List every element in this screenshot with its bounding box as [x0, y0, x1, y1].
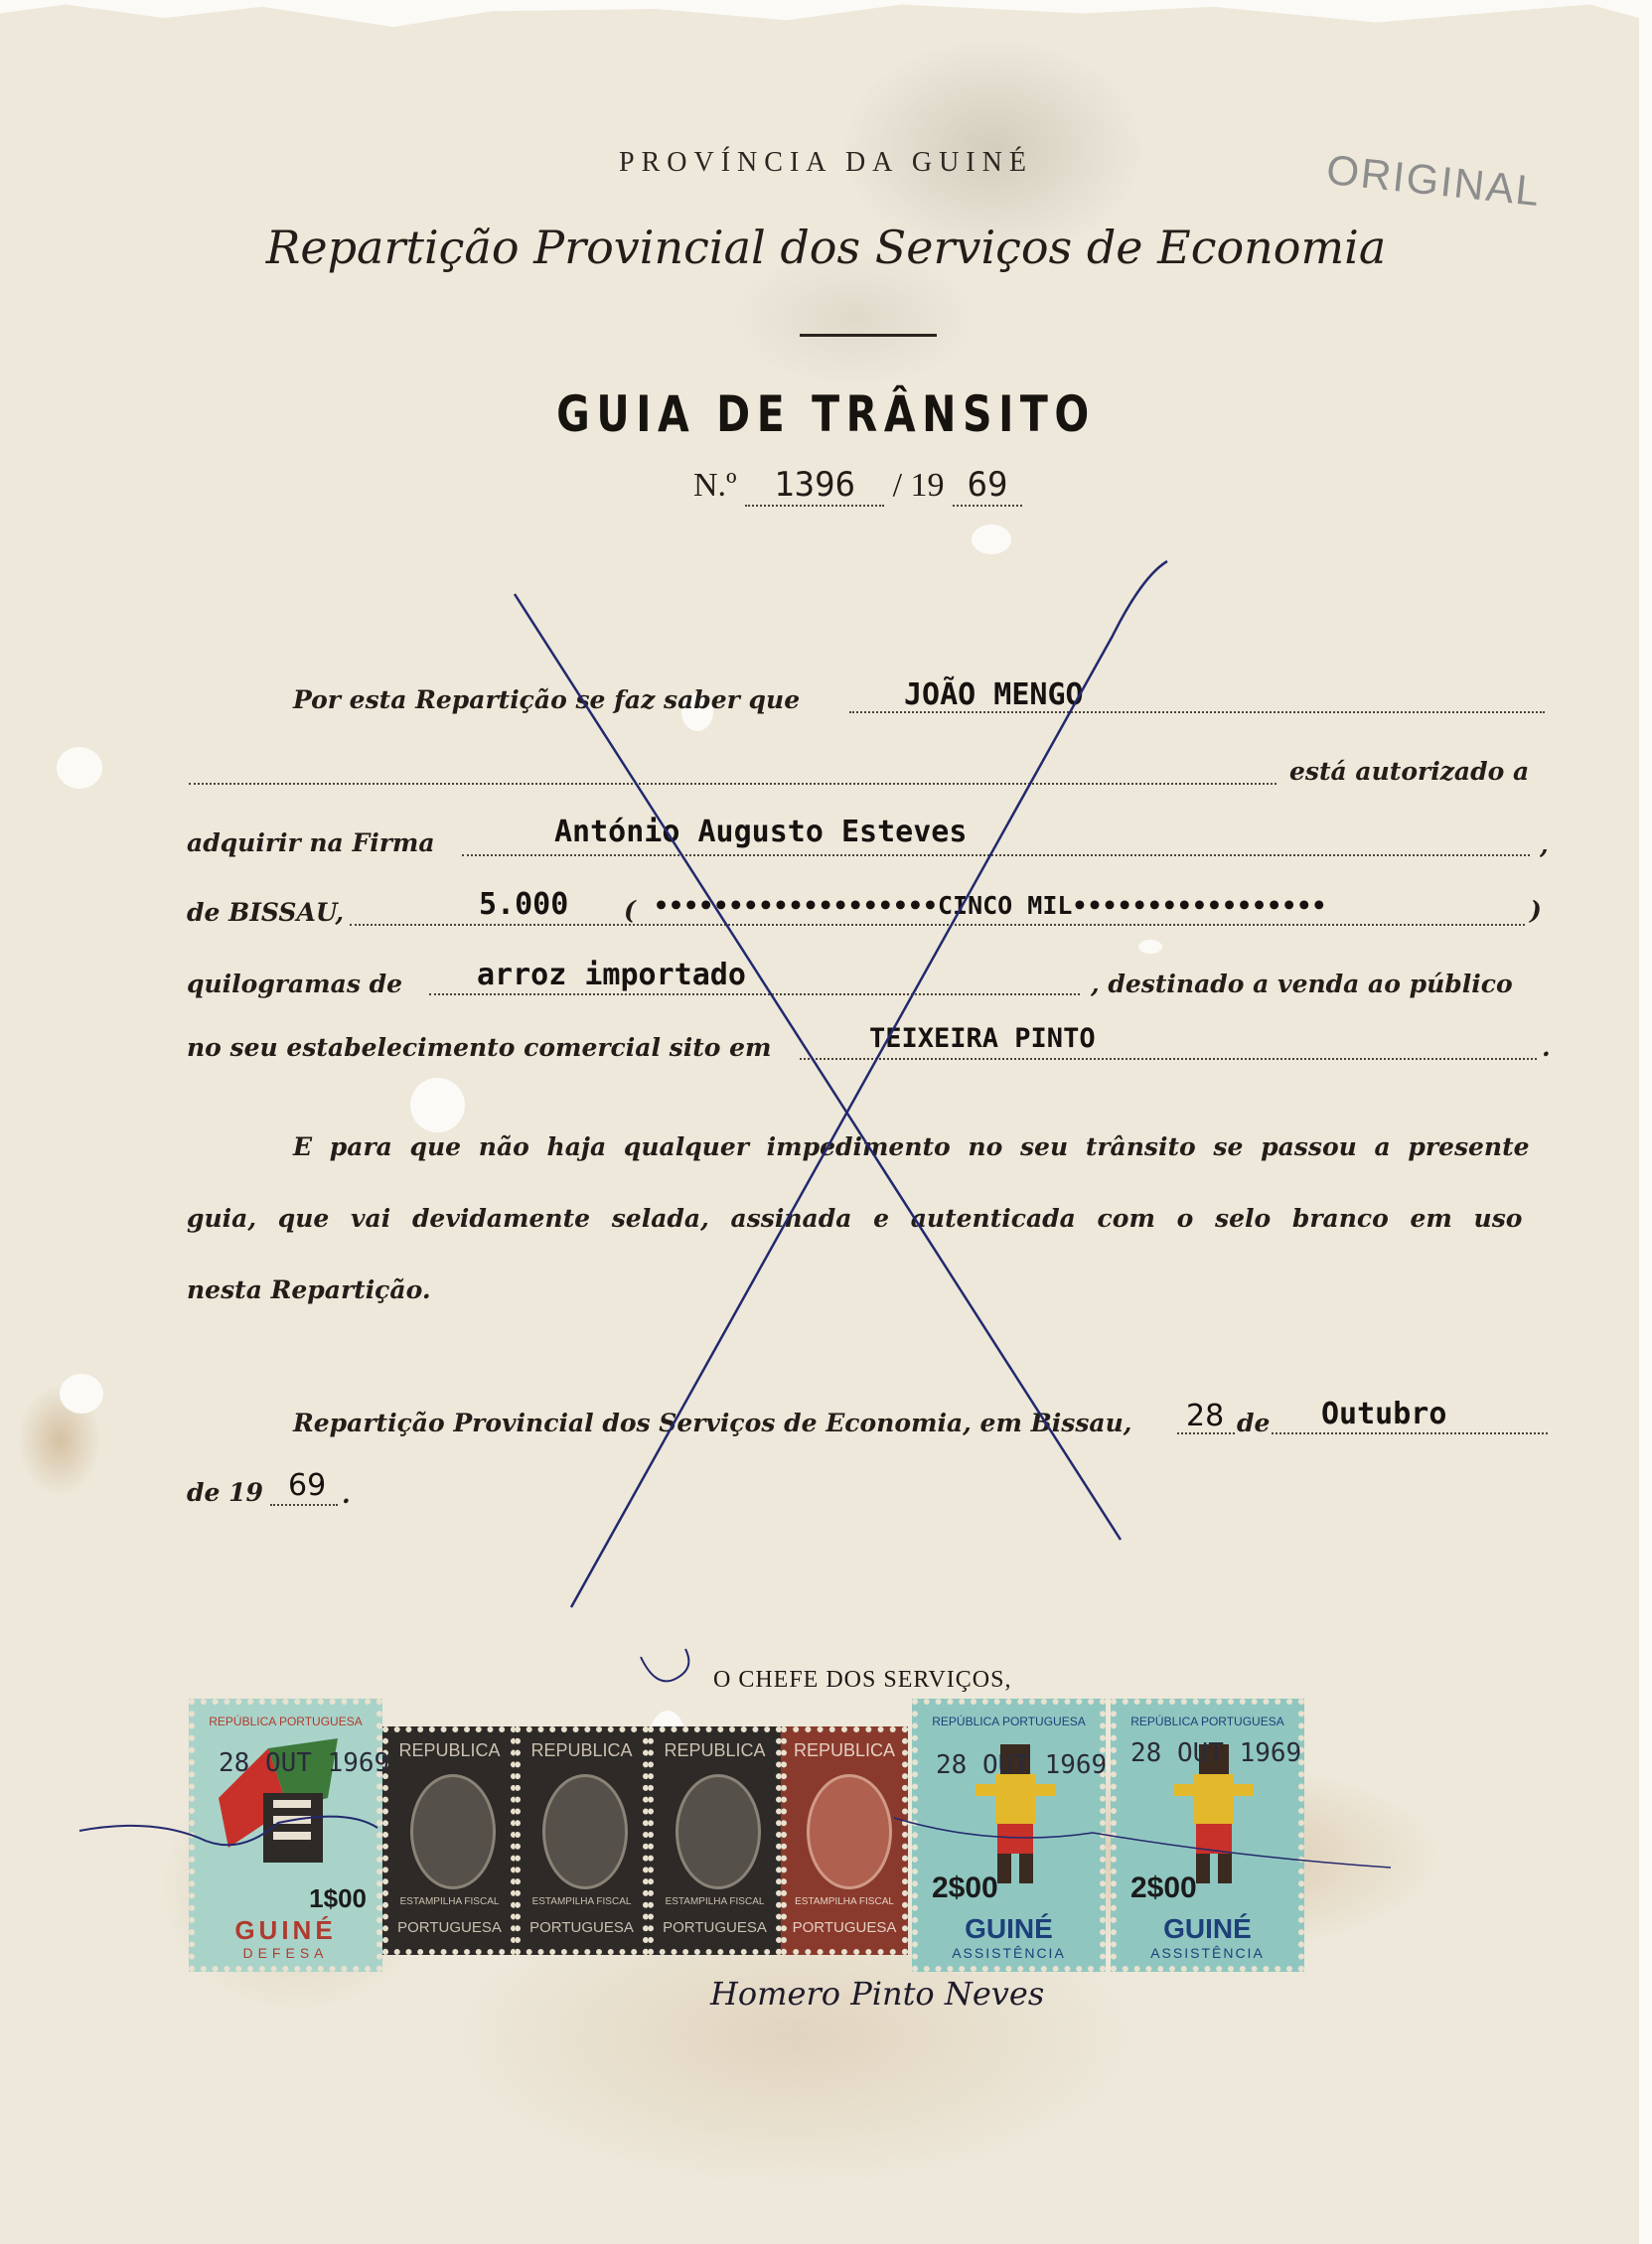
- stamp-country: REPUBLICA: [664, 1740, 766, 1760]
- stamp-value: 2$00: [1130, 1871, 1197, 1904]
- paper-hole: [410, 1078, 465, 1132]
- stamp-fiscal-red: [781, 1726, 908, 1955]
- cancel-date: 28 OUT 1969: [219, 1748, 390, 1778]
- portrait-icon: [676, 1774, 761, 1889]
- location-field-line: [800, 1058, 1537, 1060]
- body-line-6: no seu estabelecimento comercial sito em: [187, 1033, 772, 1062]
- stamp-sub: ESTAMPILHA FISCAL: [665, 1896, 765, 1907]
- cancel-date: 28 OUT 1969: [936, 1750, 1108, 1780]
- body-line-1: Por esta Repartição se faz saber que: [293, 685, 801, 714]
- stamp-sub: ESTAMPILHA FISCAL: [399, 1896, 500, 1907]
- body-line-5: quilogramas de: [187, 970, 402, 998]
- stamp-country: REPÚBLICA PORTUGUESA: [932, 1715, 1086, 1728]
- stamp-country: REPÚBLICA PORTUGUESA: [209, 1715, 363, 1728]
- paper-hole: [1138, 940, 1162, 954]
- signature-name: Homero Pinto Neves: [710, 1975, 1045, 2013]
- stamp-sub: ESTAMPILHA FISCAL: [531, 1896, 632, 1907]
- date-line-text: Repartição Provincial dos Serviços de Economia, em Bissau,: [293, 1409, 1132, 1437]
- stamp-name: PORTUGUESA: [663, 1919, 767, 1936]
- stamp-country: REPUBLICA: [530, 1740, 633, 1760]
- stamp-country: REPUBLICA: [398, 1740, 501, 1760]
- document-title: GUIA DE TRÂNSITO: [556, 385, 1096, 443]
- firm-name: António Augusto Esteves: [554, 815, 968, 849]
- product: arroz importado: [477, 958, 746, 992]
- stamp-value: 1$00: [309, 1883, 367, 1913]
- cancel-date: 28 OUT 1969: [1130, 1738, 1302, 1768]
- number-prefix: N.º: [693, 467, 737, 504]
- stamp-fiscal-2: [515, 1726, 649, 1955]
- stamp-fiscal-3: [648, 1726, 782, 1955]
- para2-line-3: nesta Repartição.: [187, 1275, 431, 1304]
- number-year: 69: [953, 465, 1022, 507]
- stamp-fiscal-1: [382, 1726, 517, 1955]
- date-year: 69: [288, 1468, 327, 1503]
- quantity-words: •••••••••••••••••••CINCO MIL•••••••••••••••••: [654, 891, 1327, 920]
- stamp-name: GUINÉ: [965, 1913, 1053, 1944]
- stamp-defesa: [189, 1699, 382, 1972]
- stamp-country: REPUBLICA: [793, 1740, 896, 1760]
- province-heading: PROVÍNCIA DA GUINÉ: [619, 147, 1033, 178]
- blank-line: [189, 783, 1277, 785]
- quantity: 5.000: [479, 887, 569, 922]
- para2-line-2: guia, que vai devidamente selada, assinada e autenticada com o selo branco em uso: [187, 1204, 1523, 1233]
- date-month: Outubro: [1321, 1397, 1447, 1431]
- quantity-field-line: [350, 924, 1525, 926]
- chief-title: O CHEFE DOS SERVIÇOS,: [713, 1667, 1012, 1693]
- portrait-icon: [410, 1774, 496, 1889]
- open-paren: (: [624, 896, 636, 925]
- product-field-line: [429, 993, 1080, 995]
- punch-hole-bottom: [60, 1374, 103, 1414]
- portrait-icon: [807, 1774, 892, 1889]
- stamp-sub: ASSISTÊNCIA: [1150, 1945, 1265, 1961]
- punch-hole-top: [57, 747, 102, 789]
- stamp-name: GUINÉ: [234, 1915, 337, 1945]
- stamp-name: PORTUGUESA: [529, 1919, 634, 1936]
- firm-field-line: [462, 854, 1530, 856]
- body-line-5-end: , destinado a venda ao público: [1091, 970, 1513, 998]
- stamp-assistencia-1: [912, 1699, 1106, 1972]
- stamp-country: REPÚBLICA PORTUGUESA: [1130, 1715, 1284, 1728]
- location: TEIXEIRA PINTO: [869, 1023, 1096, 1054]
- year-field-line: [270, 1504, 338, 1506]
- stamp-sub: DEFESA: [242, 1945, 329, 1961]
- department-heading: Repartição Provincial dos Serviços de Economia: [265, 221, 1387, 274]
- revenue-stamps: [189, 1699, 1321, 1977]
- year-end: .: [342, 1480, 351, 1509]
- stamp-sub: ASSISTÊNCIA: [952, 1945, 1066, 1961]
- stamp-sub: ESTAMPILHA FISCAL: [795, 1896, 894, 1907]
- stamp-name: PORTUGUESA: [397, 1919, 502, 1936]
- stamp-name: GUINÉ: [1163, 1913, 1252, 1944]
- year-prefix: de 19: [187, 1478, 263, 1507]
- applicant-name: JOÃO MENGO: [904, 677, 1084, 712]
- date-day: 28: [1186, 1399, 1225, 1433]
- paper-hole: [972, 524, 1011, 554]
- stamp-value: 2$00: [932, 1871, 998, 1904]
- number-separator: / 19: [892, 467, 945, 504]
- document-number: [693, 465, 1022, 507]
- para2-line-1: E para que não haja qualquer impedimento no seu trânsito se passou a presente: [293, 1132, 1530, 1161]
- number-value: 1396: [745, 465, 884, 507]
- header-divider: [800, 334, 937, 337]
- body-line-3: adquirir na Firma: [187, 828, 435, 857]
- date-de: de: [1237, 1409, 1271, 1437]
- body-line-2: está autorizado a: [1289, 757, 1530, 786]
- month-field-line: [1272, 1432, 1548, 1434]
- close-paren: ): [1530, 896, 1542, 925]
- comma: ,: [1540, 830, 1549, 859]
- body-line-4: de BISSAU,: [187, 898, 345, 927]
- original-stamp: ORIGINAL: [1324, 145, 1544, 216]
- portrait-icon: [542, 1774, 628, 1889]
- period: .: [1542, 1033, 1551, 1062]
- stamp-name: PORTUGUESA: [792, 1919, 897, 1936]
